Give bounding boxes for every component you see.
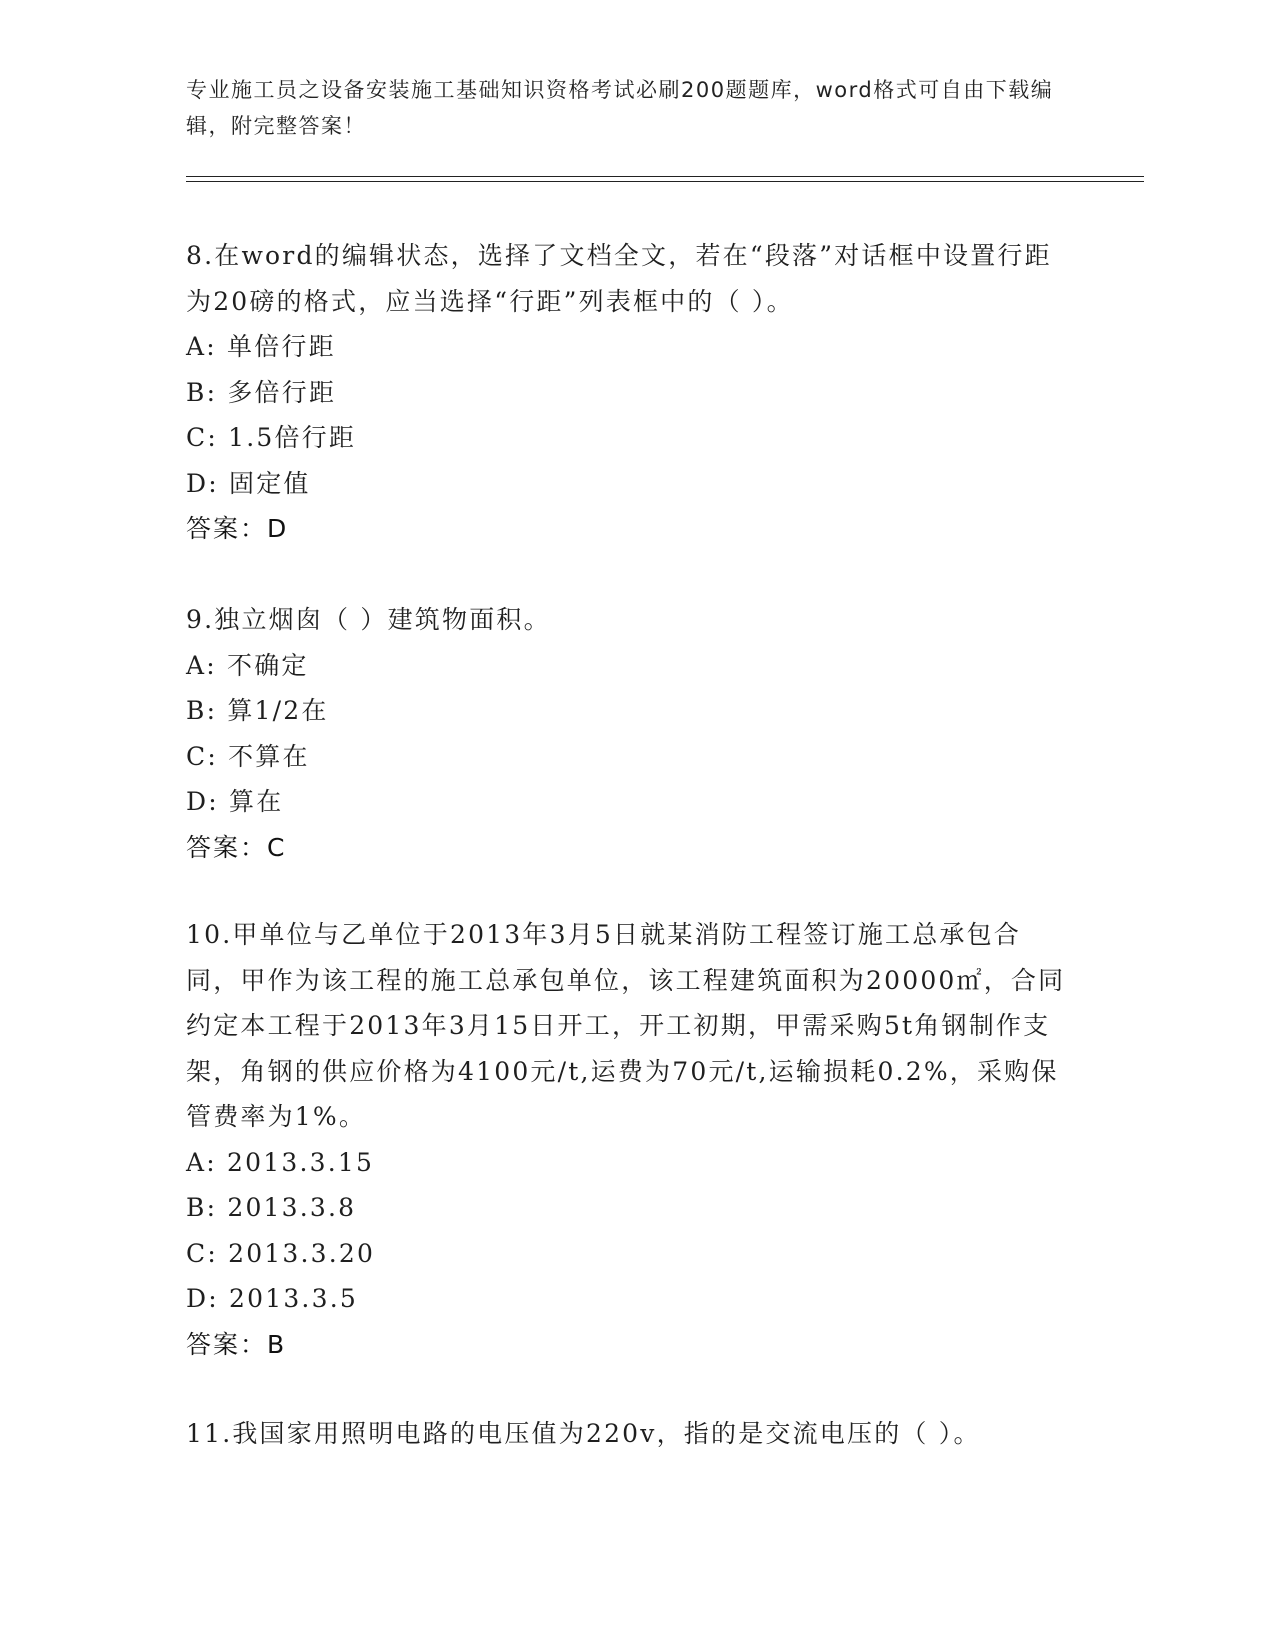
option-b: B: 算1/2在 bbox=[186, 696, 329, 725]
question-stem: 10.甲单位与乙单位于2013年3月5日就某消防工程签订施工总承包合同，甲作为该工程的施工总承包单位，该工程建筑面积为20000㎡，合同约定本工程于2013年3月15日开工，开工初期，甲需采购5t角钢制作支架，角钢的供应价格为4100元/t,运费为70元/t,运输损耗0.2%，采购保管费率为1%。 bbox=[186, 920, 1066, 1131]
question-stem: 9.独立烟囱（ ）建筑物面积。 bbox=[186, 605, 551, 634]
answer: 答案：B bbox=[186, 1329, 287, 1359]
question-10 bbox=[186, 912, 1066, 1367]
option-c: C: 2013.3.20 bbox=[186, 1238, 376, 1268]
option-b: B: 多倍行距 bbox=[186, 377, 337, 407]
header-divider-top bbox=[186, 176, 1144, 177]
option-c: C: 1.5倍行距 bbox=[186, 423, 357, 452]
question-8 bbox=[186, 233, 1066, 552]
answer: 答案：C bbox=[186, 832, 287, 862]
option-d: D: 固定值 bbox=[186, 468, 311, 498]
option-b: B: 2013.3.8 bbox=[186, 1193, 357, 1222]
option-a: A: 不确定 bbox=[186, 650, 309, 680]
option-d: D: 算在 bbox=[186, 787, 284, 816]
question-9 bbox=[186, 597, 1066, 870]
option-d: D: 2013.3.5 bbox=[186, 1284, 358, 1313]
answer: 答案：D bbox=[186, 514, 289, 543]
option-a: A: 2013.3.15 bbox=[186, 1147, 375, 1177]
option-a: A: 单倍行距 bbox=[186, 332, 336, 361]
document-header: 专业施工员之设备安装施工基础知识资格考试必刷200题题库，word格式可自由下载编辑，附完整答案！ bbox=[186, 78, 1054, 138]
question-stem: 8.在word的编辑状态，选择了文档全文，若在“段落”对话框中设置行距为20磅的格式，应当选择“行距”列表框中的（ ）。 bbox=[186, 241, 1052, 316]
question-11 bbox=[186, 1411, 1066, 1457]
option-c: C: 不算在 bbox=[186, 741, 310, 771]
question-stem: 11.我国家用照明电路的电压值为220v，指的是交流电压的（ ）。 bbox=[186, 1419, 981, 1448]
header-divider-bottom bbox=[186, 181, 1144, 182]
